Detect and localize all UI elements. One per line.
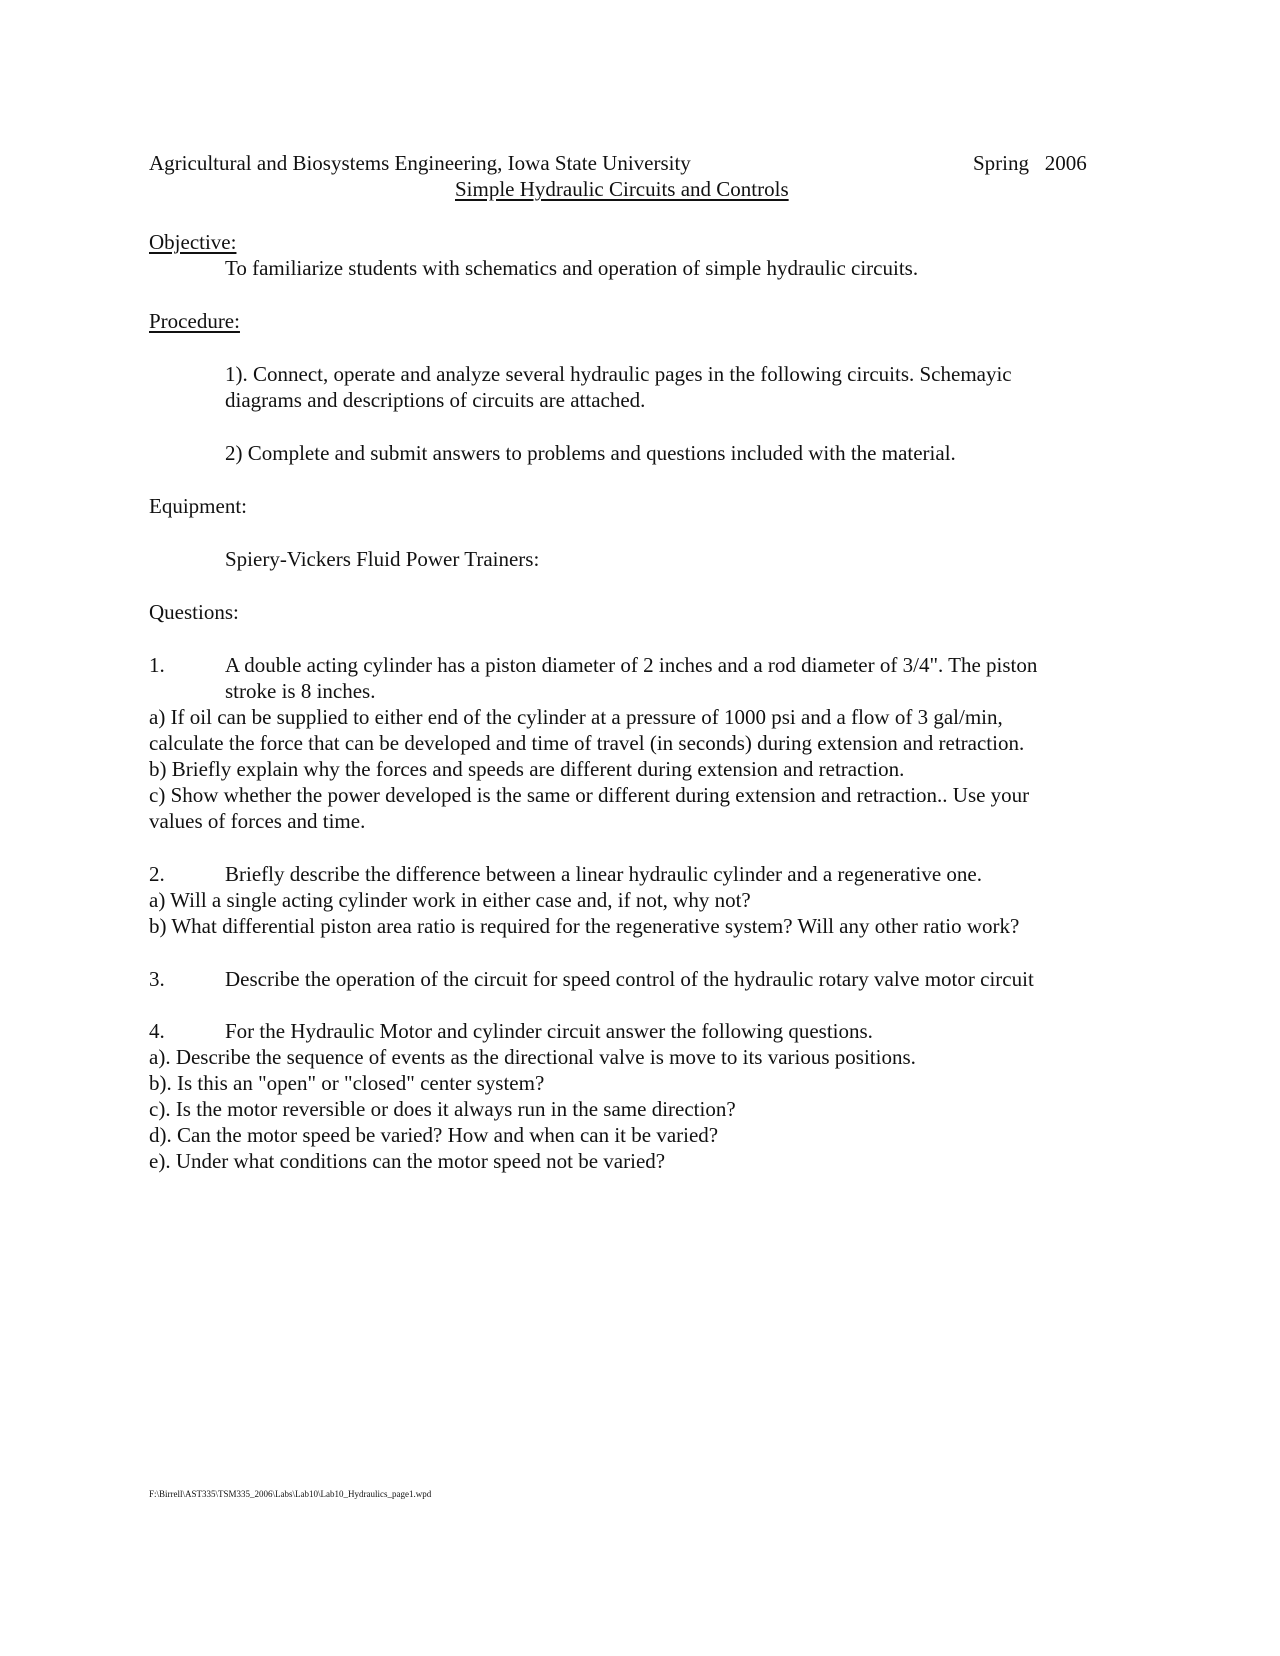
objective-text: To familiarize students with schematics and operation of simple hydraulic circuits. — [225, 256, 919, 280]
question-3-number: 3. — [149, 967, 165, 991]
question-4a: a). Describe the sequence of events as the directional valve is move to its various positions. — [149, 1045, 916, 1069]
question-4d: d). Can the motor speed be varied? How and when can it be varied? — [149, 1123, 719, 1147]
question-1a-line-1: a) If oil can be supplied to either end of the cylinder at a pressure of 1000 psi and a flow of 3 gal/min, — [149, 705, 1003, 729]
question-1c-line-2: values of forces and time. — [149, 809, 366, 833]
question-2a: a) Will a single acting cylinder work in either case and, if not, why not? — [149, 888, 751, 912]
procedure-step-1-line-2: diagrams and descriptions of circuits are attached. — [225, 388, 646, 412]
department-name: Agricultural and Biosystems Engineering, Iowa State University — [149, 151, 691, 175]
footer-file-path: F:\Birrell\AST335\TSM335_2006\Labs\Lab10\Lab10_Hydraulics_page1.wpd — [149, 1489, 432, 1499]
page-title: Simple Hydraulic Circuits and Controls — [455, 177, 789, 201]
term: Spring 2006 — [973, 151, 1087, 175]
procedure-heading: Procedure: — [149, 309, 240, 333]
procedure-step-1-line-1: 1). Connect, operate and analyze several hydraulic pages in the following circuits. Schemayic — [225, 362, 1012, 386]
question-4-number: 4. — [149, 1019, 165, 1043]
procedure-step-2: 2) Complete and submit answers to problems and questions included with the material. — [225, 441, 956, 465]
question-2b: b) What differential piston area ratio is required for the regenerative system? Will any other ratio work? — [149, 914, 1020, 938]
question-4c: c). Is the motor reversible or does it always run in the same direction? — [149, 1097, 736, 1121]
question-4e: e). Under what conditions can the motor speed not be varied? — [149, 1149, 666, 1173]
equipment-item: Spiery-Vickers Fluid Power Trainers: — [225, 547, 540, 571]
question-1b: b) Briefly explain why the forces and speeds are different during extension and retraction. — [149, 757, 905, 781]
question-3-line-1: Describe the operation of the circuit for speed control of the hydraulic rotary valve motor circuit — [225, 967, 1034, 991]
question-2-line-1: Briefly describe the difference between a linear hydraulic cylinder and a regenerative one. — [225, 862, 982, 886]
question-4-line-1: For the Hydraulic Motor and cylinder circuit answer the following questions. — [225, 1019, 873, 1043]
question-4b: b). Is this an "open" or "closed" center system? — [149, 1071, 545, 1095]
equipment-heading: Equipment: — [149, 494, 247, 518]
question-2-number: 2. — [149, 862, 165, 886]
question-1-number: 1. — [149, 653, 165, 677]
question-1-line-1: A double acting cylinder has a piston diameter of 2 inches and a rod diameter of 3/4". The piston — [225, 653, 1038, 677]
question-1a-line-2: calculate the force that can be developed and time of travel (in seconds) during extension and retraction. — [149, 731, 1025, 755]
question-1c-line-1: c) Show whether the power developed is the same or different during extension and retraction.. Use your — [149, 783, 1030, 807]
question-1-line-2: stroke is 8 inches. — [225, 679, 376, 703]
questions-heading: Questions: — [149, 600, 239, 624]
objective-heading: Objective: — [149, 230, 237, 254]
